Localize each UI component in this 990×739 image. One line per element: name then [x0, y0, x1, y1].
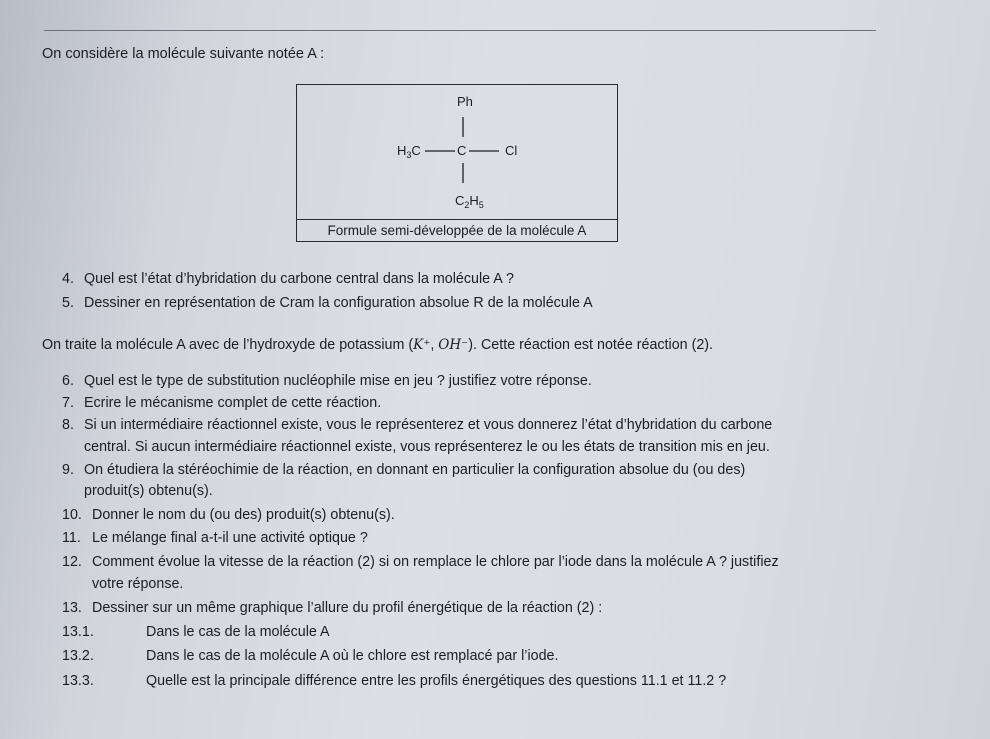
ethyl-label: $C_2H_5$ — [455, 193, 484, 210]
molecule-box — [296, 84, 618, 242]
central-carbon-label: C — [457, 143, 467, 158]
question-10: 10. Donner le nom du (ou des) produit(s) obtenu(s). — [62, 507, 395, 523]
molecule-structure — [297, 85, 617, 220]
chlorine-label: Cl — [505, 143, 518, 158]
phenyl-label: Ph — [457, 94, 473, 109]
question-4: 4. Quel est l’état d’hybridation du carbone central dans la molécule A ? — [62, 271, 514, 287]
subquestion-13-2: 13.2. Dans le cas de la molécule A où le chlore est remplacé par l’iode. — [62, 648, 559, 664]
methyl-label: $H_3C$ — [397, 143, 421, 160]
molecule-caption: Formule semi-développée de la molécule A — [297, 219, 617, 241]
question-12: 12. Comment évolue la vitesse de la réaction (2) si on remplace le chlore par l’iode dans la molécule A ? justifiez votre réponse. — [62, 554, 779, 592]
subquestion-13-3: 13.3. Quelle est la principale différence entre les profils énergétiques des questions 11.1 et 11.2 ? — [62, 673, 727, 689]
intro-text: On considère la molécule suivante notée A : — [42, 46, 325, 62]
question-5: 5. Dessiner en représentation de Cram la configuration absolue R de la molécule A — [62, 295, 593, 311]
question-7: 7. Ecrire le mécanisme complet de cette réaction. — [62, 395, 382, 411]
question-13: 13. Dessiner sur un même graphique l’allure du profil énergétique de la réaction (2) : — [62, 600, 603, 616]
top-rule — [44, 30, 876, 31]
question-8: 8. Si un intermédiaire réactionnel existe, vous le représenterez et vous donnerez l’état d’hybridation du carbone central. Si aucun intermédiaire réactionnel existe, vous représenterez le ou les états de transition mis en jeu. — [62, 417, 773, 455]
reaction-statement: On traite la molécule A avec de l’hydroxyde de potassium (K⁺, OH⁻). Cette réaction est notée réaction (2). — [42, 337, 714, 353]
question-6: 6. Quel est le type de substitution nucléophile mise en jeu ? justifiez votre réponse. — [62, 373, 592, 389]
subquestion-13-1: 13.1. Dans le cas de la molécule A — [62, 624, 330, 640]
question-11: 11. Le mélange final a-t-il une activité optique ? — [62, 530, 368, 546]
question-9: 9. On étudiera la stéréochimie de la réaction, en donnant en particulier la configuration absolue du (ou des) produit(s) obtenu(s). — [62, 462, 746, 499]
